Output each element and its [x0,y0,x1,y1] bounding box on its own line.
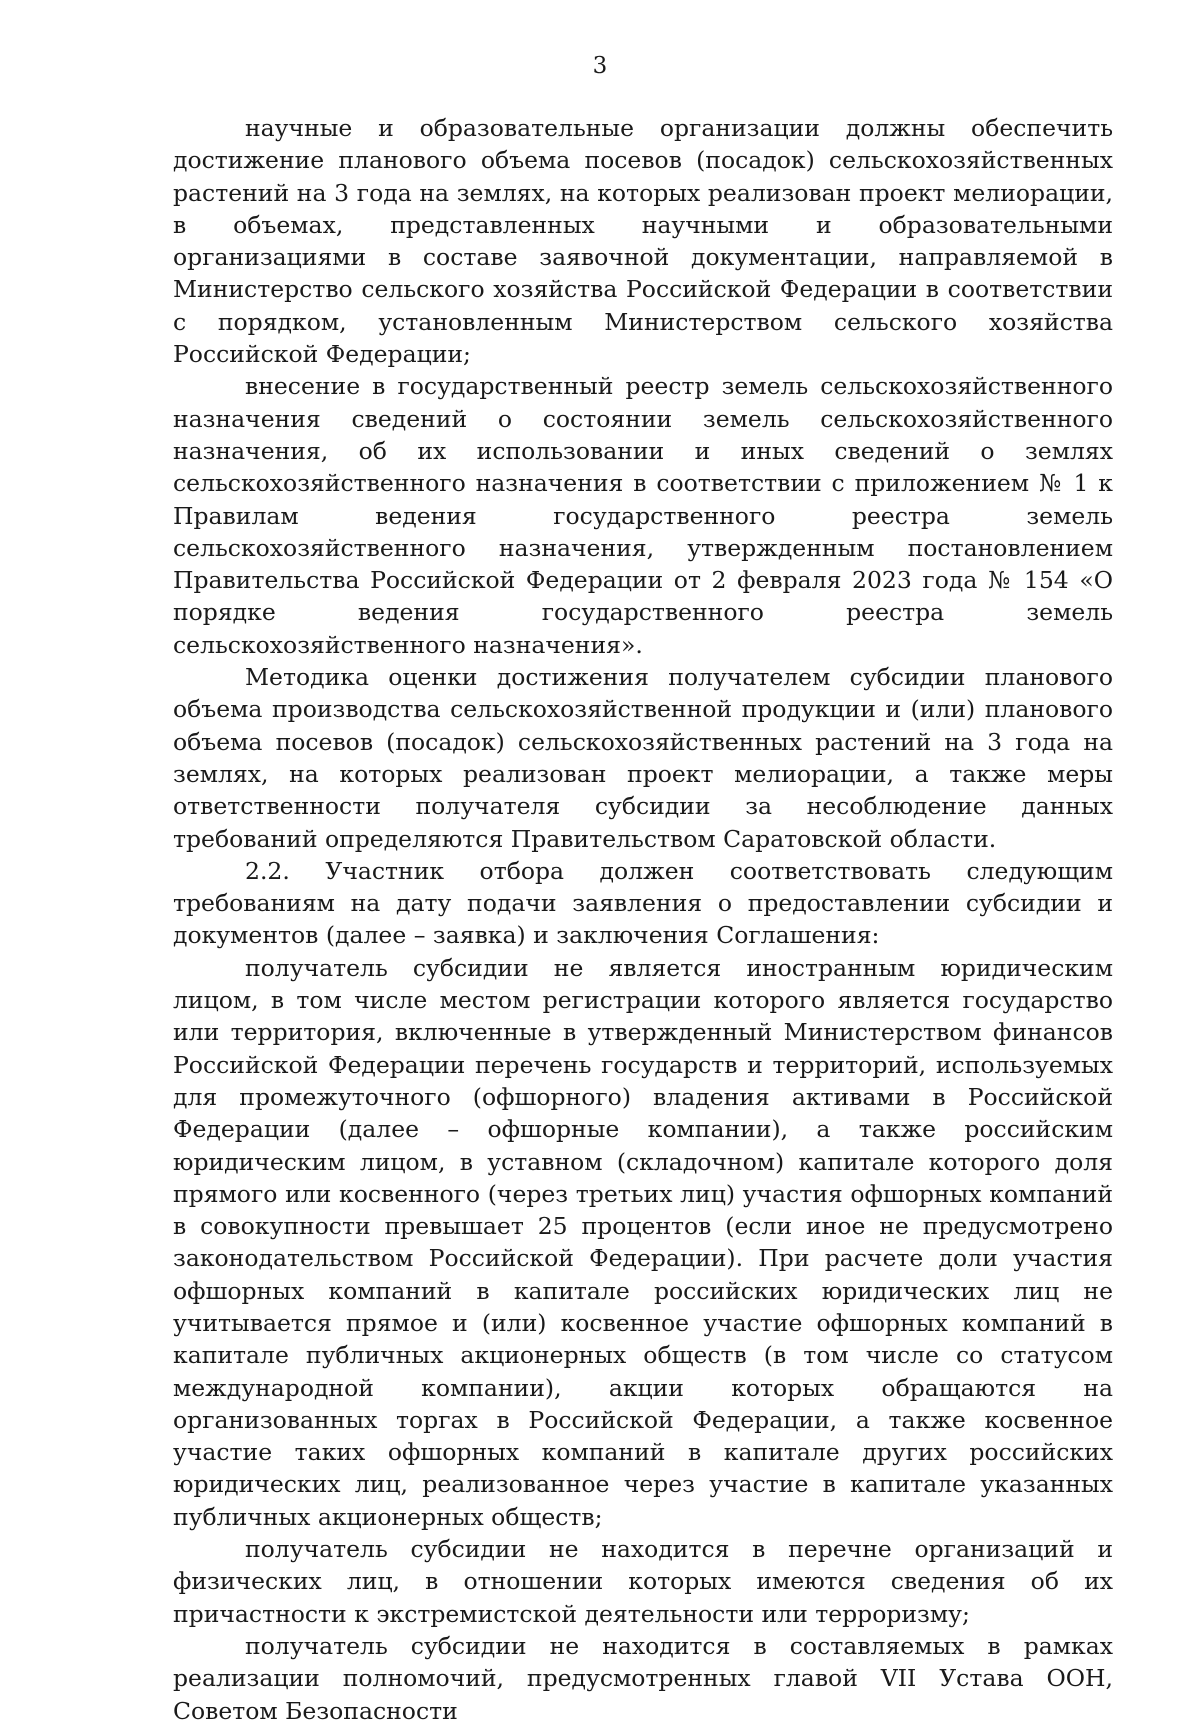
paragraph-state-register: внесение в государственный реестр земель сельскохозяйственного назначения сведений о состоянии земель сельскохозяйственного назначения, об их использовании и иных сведений о землях сельскохозяйственного назначения в соответствии с приложением № 1 к Правилам ведения государственного реестра земель сельскохозяйственного назначения, утвержденным постановлением Правительства Российской Федерации от 2 февраля 2023 года № 154 «О порядке ведения государственного реестра земель сельскохозяйственного назначения». [173,372,1113,659]
page-number: 3 [592,53,608,79]
paragraph-un-security-council: получатель субсидии не находится в составляемых в рамках реализации полномочий, предусмотренных главой VII Устава ООН, Советом Безопасности [173,1631,1113,1725]
paragraph-methodology: Методика оценки достижения получателем субсидии планового объема производства сельскохозяйственной продукции и (или) планового объема посевов (посадок) сельскохозяйственных растений на 3 года на землях, на которых реализован проект мелиорации, а также меры ответственности получателя субсидии за несоблюдение данных требований определяются Правительством Саратовской области. [173,663,1113,853]
paragraph-extremism-requirement: получатель субсидии не находится в перечне организаций и физических лиц, в отношении которых имеются сведения об их причастности к экстремистской деятельности или терроризму; [173,1535,1113,1628]
document-body [173,112,1113,1727]
paragraph-offshore-requirement: получатель субсидии не является иностранным юридическим лицом, в том числе местом регистрации которого является государство или территория, включенные в утвержденный Министерством финансов Российской Федерации перечень государств и территорий, используемых для промежуточного (офшорного) владения активами в Российской Федерации (далее – офшорные компании), а также российским юридическим лицом, в уставном (складочном) капитале которого доля прямого или косвенного (через третьих лиц) участия офшорных компаний в совокупности превышает 25 процентов (если иное не предусмотрено законодательством Российской Федерации). При расчете доли участия офшорных компаний в капитале российских юридических лиц не учитывается прямое и (или) косвенное участие офшорных компаний в капитале публичных акционерных обществ (в том числе со статусом международной компании), акции которых обращаются на организованных торгах в Российской Федерации, а также косвенное участие таких офшорных компаний в капитале других российских юридических лиц, реализованное через участие в капитале указанных публичных акционерных обществ; [173,953,1113,1531]
paragraph-plan-volume: научные и образовательные организации должны обеспечить достижение планового объема посевов (посадок) сельскохозяйственных растений на 3 года на землях, на которых реализован проект мелиорации, в объемах, представленных научными и образовательными организациями в составе заявочной документации, направляемой в Министерство сельского хозяйства Российской Федерации в соответствии с порядком, установленным Министерством сельского хозяйства Российской Федерации; [173,114,1113,369]
paragraph-section-2-2: 2.2. Участник отбора должен соответствовать следующим требованиям на дату подачи заявления о предоставлении субсидии и документов (далее – заявка) и заключения Соглашения: [173,856,1113,950]
